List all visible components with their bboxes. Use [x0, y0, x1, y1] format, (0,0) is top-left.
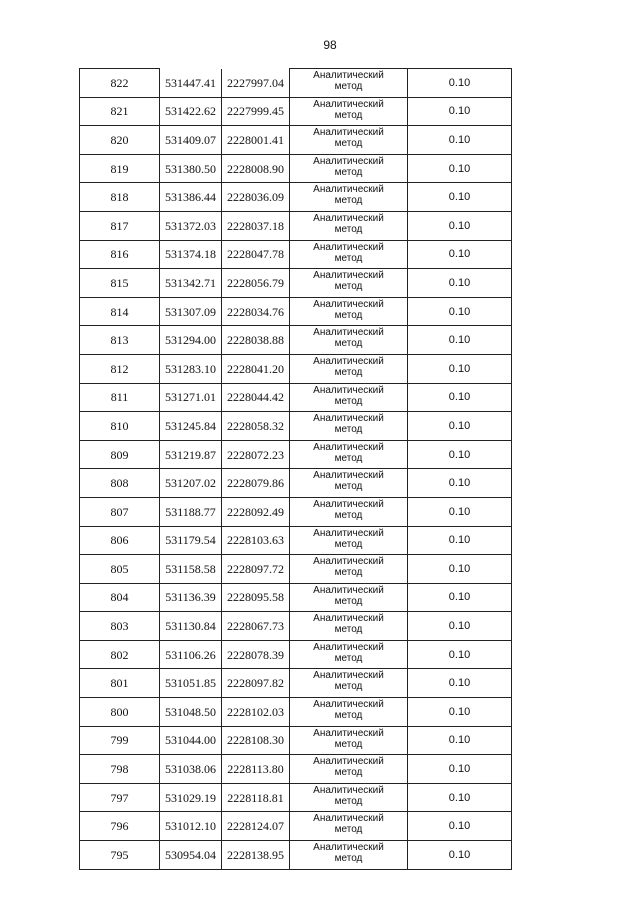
y-coordinate-cell: 2228072.23 — [222, 440, 290, 469]
method-label-line2: метод — [334, 395, 363, 407]
method-label-line2: метод — [334, 509, 363, 521]
table-row — [80, 211, 512, 240]
method-cell — [290, 812, 408, 841]
table-row — [80, 126, 512, 155]
method-label-line2: метод — [334, 366, 363, 378]
method-label-line1: Аналитический — [313, 784, 384, 796]
table-row — [80, 612, 512, 641]
point-number-cell: 800 — [80, 698, 160, 727]
accuracy-cell: 0.10 — [408, 97, 512, 126]
y-coordinate-cell: 2228113.80 — [222, 755, 290, 784]
accuracy-cell: 0.10 — [408, 154, 512, 183]
method-label-line2: метод — [334, 624, 363, 636]
y-coordinate-cell: 2228036.09 — [222, 183, 290, 212]
table-row — [80, 669, 512, 698]
y-coordinate-cell: 2228118.81 — [222, 783, 290, 812]
method-label-line2: метод — [334, 481, 363, 493]
x-coordinate-cell: 531447.41 — [160, 69, 222, 98]
method-label-line2: метод — [334, 138, 363, 150]
method-cell — [290, 183, 408, 212]
method-cell — [290, 354, 408, 383]
method-cell — [290, 126, 408, 155]
y-coordinate-cell: 2228097.82 — [222, 669, 290, 698]
method-cell — [290, 612, 408, 641]
table-row — [80, 783, 512, 812]
point-number-cell: 805 — [80, 555, 160, 584]
accuracy-cell: 0.10 — [408, 240, 512, 269]
table-row — [80, 69, 512, 98]
point-number-cell: 798 — [80, 755, 160, 784]
y-coordinate-cell: 2228041.20 — [222, 354, 290, 383]
method-label-line1: Аналитический — [313, 298, 384, 310]
method-cell — [290, 440, 408, 469]
accuracy-cell: 0.10 — [408, 354, 512, 383]
method-label-line1: Аналитический — [313, 355, 384, 367]
point-number-cell: 814 — [80, 297, 160, 326]
point-number-cell: 807 — [80, 497, 160, 526]
x-coordinate-cell: 531374.18 — [160, 240, 222, 269]
x-coordinate-cell: 531051.85 — [160, 669, 222, 698]
y-coordinate-cell: 2228095.58 — [222, 583, 290, 612]
method-label-line1: Аналитический — [313, 584, 384, 596]
x-coordinate-cell: 531179.54 — [160, 526, 222, 555]
y-coordinate-cell: 2228008.90 — [222, 154, 290, 183]
method-label-line1: Аналитический — [313, 756, 384, 768]
accuracy-cell: 0.10 — [408, 640, 512, 669]
method-label-line1: Аналитический — [313, 70, 384, 81]
y-coordinate-cell: 2228044.42 — [222, 383, 290, 412]
x-coordinate-cell: 531136.39 — [160, 583, 222, 612]
method-label-line1: Аналитический — [313, 699, 384, 711]
method-label-line1: Аналитический — [313, 241, 384, 253]
method-label-line2: метод — [334, 252, 363, 264]
method-cell — [290, 469, 408, 498]
accuracy-cell: 0.10 — [408, 669, 512, 698]
accuracy-cell: 0.10 — [408, 183, 512, 212]
method-label-line1: Аналитический — [313, 470, 384, 482]
method-cell — [290, 726, 408, 755]
y-coordinate-cell: 2228037.18 — [222, 211, 290, 240]
y-coordinate-cell: 2228056.79 — [222, 269, 290, 298]
method-label-line2: метод — [334, 538, 363, 550]
point-number-cell: 816 — [80, 240, 160, 269]
table-row — [80, 640, 512, 669]
table-row — [80, 812, 512, 841]
point-number-cell: 822 — [80, 69, 160, 98]
table-body — [80, 69, 512, 870]
accuracy-cell: 0.10 — [408, 297, 512, 326]
method-label-line1: Аналитический — [313, 498, 384, 510]
method-label-line1: Аналитический — [313, 270, 384, 282]
x-coordinate-cell: 531386.44 — [160, 183, 222, 212]
method-cell — [290, 211, 408, 240]
point-number-cell: 817 — [80, 211, 160, 240]
coordinates-table — [79, 68, 512, 870]
point-number-cell: 820 — [80, 126, 160, 155]
accuracy-cell: 0.10 — [408, 698, 512, 727]
point-number-cell: 804 — [80, 583, 160, 612]
method-label-line2: метод — [334, 109, 363, 121]
method-cell — [290, 755, 408, 784]
x-coordinate-cell: 531372.03 — [160, 211, 222, 240]
method-label-line1: Аналитический — [313, 127, 384, 139]
method-label-line2: метод — [334, 281, 363, 293]
method-label-line1: Аналитический — [313, 212, 384, 224]
y-coordinate-cell: 2227997.04 — [222, 69, 290, 98]
method-label-line1: Аналитический — [313, 384, 384, 396]
accuracy-cell: 0.10 — [408, 612, 512, 641]
method-cell — [290, 640, 408, 669]
y-coordinate-cell: 2228001.41 — [222, 126, 290, 155]
table-row — [80, 97, 512, 126]
method-cell — [290, 97, 408, 126]
point-number-cell: 802 — [80, 640, 160, 669]
y-coordinate-cell: 2228038.88 — [222, 326, 290, 355]
method-cell — [290, 698, 408, 727]
method-label-line2: метод — [334, 767, 363, 779]
method-label-line2: метод — [334, 338, 363, 350]
method-label-line1: Аналитический — [313, 155, 384, 167]
method-label-line2: метод — [334, 652, 363, 664]
accuracy-cell: 0.10 — [408, 555, 512, 584]
y-coordinate-cell: 2228102.03 — [222, 698, 290, 727]
x-coordinate-cell: 531271.01 — [160, 383, 222, 412]
method-label-line2: метод — [334, 424, 363, 436]
method-cell — [290, 412, 408, 441]
method-label-line2: метод — [334, 567, 363, 579]
point-number-cell: 813 — [80, 326, 160, 355]
table-row — [80, 497, 512, 526]
accuracy-cell: 0.10 — [408, 755, 512, 784]
method-label-line2: метод — [334, 309, 363, 321]
method-label-line1: Аналитический — [313, 813, 384, 825]
point-number-cell: 797 — [80, 783, 160, 812]
x-coordinate-cell: 531422.62 — [160, 97, 222, 126]
point-number-cell: 810 — [80, 412, 160, 441]
x-coordinate-cell: 531219.87 — [160, 440, 222, 469]
accuracy-cell: 0.10 — [408, 440, 512, 469]
method-label-line2: метод — [334, 710, 363, 722]
table-row — [80, 383, 512, 412]
point-number-cell: 812 — [80, 354, 160, 383]
method-cell — [290, 583, 408, 612]
x-coordinate-cell: 531409.07 — [160, 126, 222, 155]
accuracy-cell: 0.10 — [408, 726, 512, 755]
accuracy-cell: 0.10 — [408, 526, 512, 555]
table-row — [80, 412, 512, 441]
x-coordinate-cell: 531130.84 — [160, 612, 222, 641]
method-cell — [290, 69, 408, 98]
x-coordinate-cell: 531044.00 — [160, 726, 222, 755]
x-coordinate-cell: 531158.58 — [160, 555, 222, 584]
accuracy-cell: 0.10 — [408, 469, 512, 498]
method-cell — [290, 555, 408, 584]
point-number-cell: 799 — [80, 726, 160, 755]
y-coordinate-cell: 2228058.32 — [222, 412, 290, 441]
method-cell — [290, 154, 408, 183]
method-cell — [290, 269, 408, 298]
method-label-line2: метод — [334, 223, 363, 235]
method-cell — [290, 526, 408, 555]
x-coordinate-cell: 531029.19 — [160, 783, 222, 812]
point-number-cell: 808 — [80, 469, 160, 498]
table-row — [80, 440, 512, 469]
method-label-line2: метод — [334, 824, 363, 836]
accuracy-cell: 0.10 — [408, 383, 512, 412]
point-number-cell: 811 — [80, 383, 160, 412]
point-number-cell: 803 — [80, 612, 160, 641]
point-number-cell: 818 — [80, 183, 160, 212]
table-row — [80, 326, 512, 355]
table-row — [80, 698, 512, 727]
method-cell — [290, 497, 408, 526]
point-number-cell: 801 — [80, 669, 160, 698]
x-coordinate-cell: 531342.71 — [160, 269, 222, 298]
x-coordinate-cell: 531012.10 — [160, 812, 222, 841]
method-label-line1: Аналитический — [313, 556, 384, 568]
x-coordinate-cell: 531207.02 — [160, 469, 222, 498]
table-row — [80, 841, 512, 870]
x-coordinate-cell: 531188.77 — [160, 497, 222, 526]
method-cell — [290, 326, 408, 355]
point-number-cell: 819 — [80, 154, 160, 183]
point-number-cell: 806 — [80, 526, 160, 555]
method-label-line2: метод — [334, 795, 363, 807]
y-coordinate-cell: 2228067.73 — [222, 612, 290, 641]
x-coordinate-cell: 531245.84 — [160, 412, 222, 441]
table-row — [80, 154, 512, 183]
method-label-line1: Аналитический — [313, 641, 384, 653]
table-row — [80, 583, 512, 612]
accuracy-cell: 0.10 — [408, 211, 512, 240]
y-coordinate-cell: 2227999.45 — [222, 97, 290, 126]
x-coordinate-cell: 531380.50 — [160, 154, 222, 183]
accuracy-cell: 0.10 — [408, 412, 512, 441]
y-coordinate-cell: 2228092.49 — [222, 497, 290, 526]
method-label-line1: Аналитический — [313, 670, 384, 682]
accuracy-cell: 0.10 — [408, 783, 512, 812]
method-label-line1: Аналитический — [313, 184, 384, 196]
table-row — [80, 269, 512, 298]
accuracy-cell: 0.10 — [408, 583, 512, 612]
y-coordinate-cell: 2228138.95 — [222, 841, 290, 870]
accuracy-cell: 0.10 — [408, 812, 512, 841]
method-cell — [290, 841, 408, 870]
x-coordinate-cell: 531048.50 — [160, 698, 222, 727]
method-cell — [290, 240, 408, 269]
table-row — [80, 726, 512, 755]
table-row — [80, 469, 512, 498]
y-coordinate-cell: 2228047.78 — [222, 240, 290, 269]
x-coordinate-cell: 531294.00 — [160, 326, 222, 355]
x-coordinate-cell: 530954.04 — [160, 841, 222, 870]
table-row — [80, 240, 512, 269]
y-coordinate-cell: 2228097.72 — [222, 555, 290, 584]
y-coordinate-cell: 2228079.86 — [222, 469, 290, 498]
point-number-cell: 795 — [80, 841, 160, 870]
accuracy-cell: 0.10 — [408, 497, 512, 526]
accuracy-cell: 0.10 — [408, 69, 512, 98]
point-number-cell: 809 — [80, 440, 160, 469]
x-coordinate-cell: 531283.10 — [160, 354, 222, 383]
method-label-line1: Аналитический — [313, 727, 384, 739]
accuracy-cell: 0.10 — [408, 269, 512, 298]
x-coordinate-cell: 531307.09 — [160, 297, 222, 326]
method-label-line2: метод — [334, 166, 363, 178]
method-label-line2: метод — [334, 452, 363, 464]
method-cell — [290, 383, 408, 412]
method-label-line1: Аналитический — [313, 842, 384, 854]
method-label-line1: Аналитический — [313, 98, 384, 110]
accuracy-cell: 0.10 — [408, 326, 512, 355]
method-label-line1: Аналитический — [313, 613, 384, 625]
table-row — [80, 183, 512, 212]
x-coordinate-cell: 531038.06 — [160, 755, 222, 784]
point-number-cell: 815 — [80, 269, 160, 298]
table-row — [80, 555, 512, 584]
table-row — [80, 297, 512, 326]
method-cell — [290, 297, 408, 326]
point-number-cell: 821 — [80, 97, 160, 126]
x-coordinate-cell: 531106.26 — [160, 640, 222, 669]
table-row — [80, 755, 512, 784]
point-number-cell: 796 — [80, 812, 160, 841]
method-label-line2: метод — [334, 81, 363, 92]
y-coordinate-cell: 2228108.30 — [222, 726, 290, 755]
page-number: 98 — [323, 38, 337, 52]
accuracy-cell: 0.10 — [408, 126, 512, 155]
method-label-line2: метод — [334, 195, 363, 207]
method-label-line2: метод — [334, 853, 363, 865]
method-label-line1: Аналитический — [313, 441, 384, 453]
method-label-line2: метод — [334, 738, 363, 750]
method-label-line1: Аналитический — [313, 527, 384, 539]
accuracy-cell: 0.10 — [408, 841, 512, 870]
y-coordinate-cell: 2228034.76 — [222, 297, 290, 326]
method-cell — [290, 669, 408, 698]
y-coordinate-cell: 2228103.63 — [222, 526, 290, 555]
method-label-line2: метод — [334, 681, 363, 693]
method-cell — [290, 783, 408, 812]
y-coordinate-cell: 2228124.07 — [222, 812, 290, 841]
table-row — [80, 354, 512, 383]
method-label-line2: метод — [334, 595, 363, 607]
method-label-line1: Аналитический — [313, 413, 384, 425]
method-label-line1: Аналитический — [313, 327, 384, 339]
y-coordinate-cell: 2228078.39 — [222, 640, 290, 669]
table-row — [80, 526, 512, 555]
